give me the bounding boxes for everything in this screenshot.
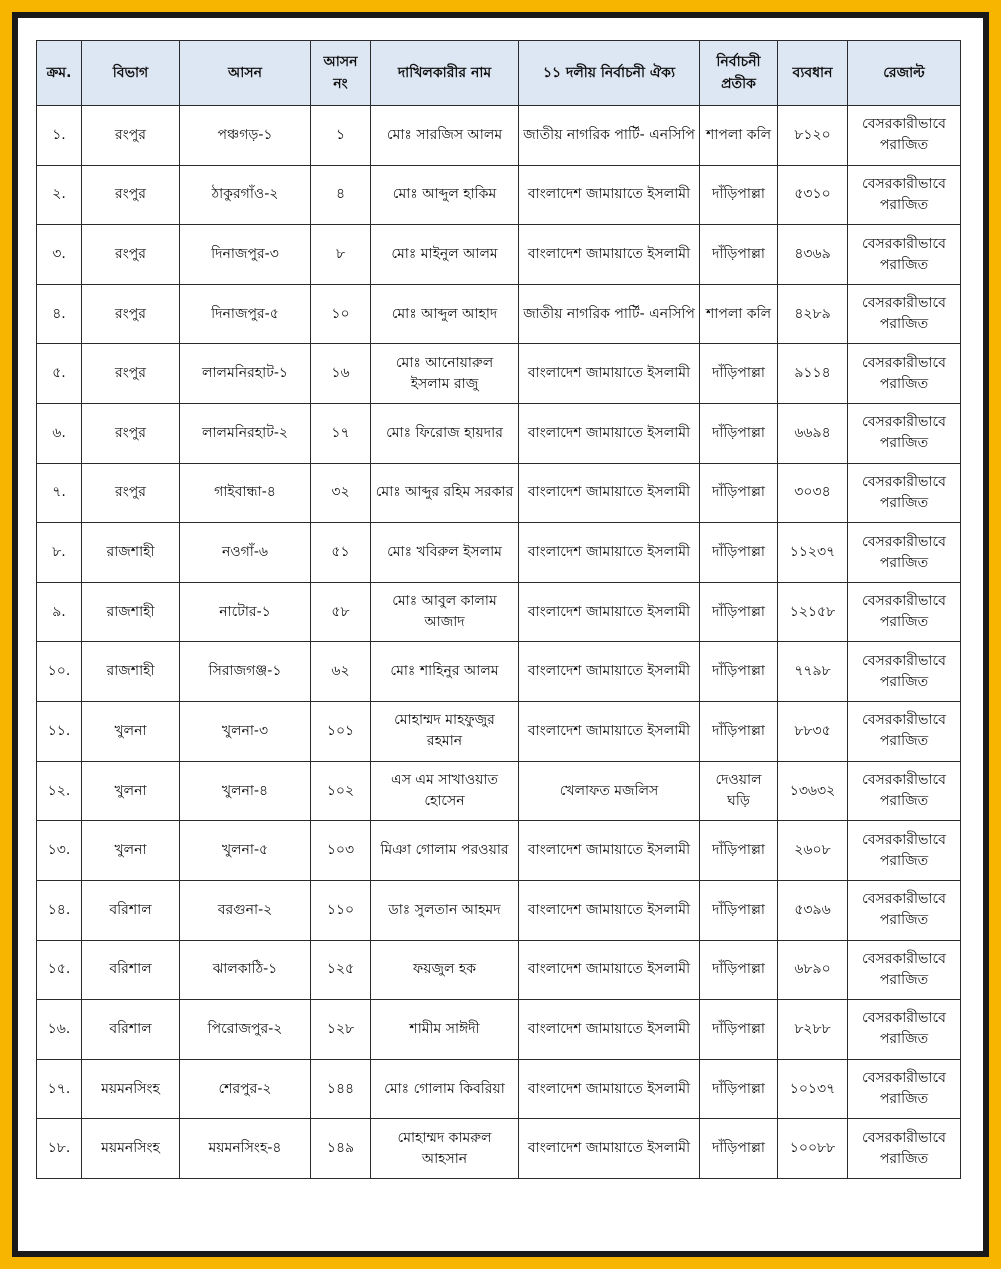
alliance-cell: জাতীয় নাগরিক পার্টি- এনসিপি <box>519 106 700 166</box>
header-alliance: ১১ দলীয় নির্বাচনী ঐক্য <box>519 41 700 106</box>
division-cell: রংপুর <box>82 344 180 404</box>
margin-cell: ১৩৬৩২ <box>778 761 848 821</box>
result-cell: বেসরকারীভাবে পরাজিত <box>848 344 961 404</box>
alliance-cell: বাংলাদেশ জামায়াতে ইসলামী <box>519 523 700 583</box>
header-serial: ক্রম. <box>37 41 82 106</box>
seat-no-cell: ১০২ <box>311 761 371 821</box>
seat-cell: দিনাজপুর-৫ <box>180 284 311 344</box>
seat-no-cell: ১৭ <box>311 404 371 464</box>
serial-cell: ১৫. <box>37 940 82 1000</box>
seat-no-cell: ১১০ <box>311 880 371 940</box>
serial-cell: ৮. <box>37 523 82 583</box>
seat-cell: নাটোর-১ <box>180 582 311 642</box>
alliance-cell: বাংলাদেশ জামায়াতে ইসলামী <box>519 582 700 642</box>
symbol-cell: দাঁড়িপাল্লা <box>700 582 778 642</box>
division-cell: বরিশাল <box>82 940 180 1000</box>
alliance-cell: বাংলাদেশ জামায়াতে ইসলামী <box>519 940 700 1000</box>
alliance-cell: বাংলাদেশ জামায়াতে ইসলামী <box>519 880 700 940</box>
alliance-cell: বাংলাদেশ জামায়াতে ইসলামী <box>519 463 700 523</box>
division-cell: রাজশাহী <box>82 582 180 642</box>
result-cell: বেসরকারীভাবে পরাজিত <box>848 225 961 285</box>
serial-cell: ১১. <box>37 702 82 762</box>
result-cell: বেসরকারীভাবে পরাজিত <box>848 821 961 881</box>
margin-cell: ১০০৮৮ <box>778 1119 848 1179</box>
alliance-cell: বাংলাদেশ জামায়াতে ইসলামী <box>519 404 700 464</box>
result-cell: বেসরকারীভাবে পরাজিত <box>848 761 961 821</box>
alliance-cell: জাতীয় নাগরিক পার্টি- এনসিপি <box>519 284 700 344</box>
seat-cell: নওগাঁ-৬ <box>180 523 311 583</box>
margin-cell: ৮২৮৮ <box>778 1000 848 1060</box>
serial-cell: ১৬. <box>37 1000 82 1060</box>
result-cell: বেসরকারীভাবে পরাজিত <box>848 523 961 583</box>
seat-cell: খুলনা-৪ <box>180 761 311 821</box>
header-margin: ব্যবধান <box>778 41 848 106</box>
seat-no-cell: ৬২ <box>311 642 371 702</box>
serial-cell: ৫. <box>37 344 82 404</box>
symbol-cell: দাঁড়িপাল্লা <box>700 165 778 225</box>
division-cell: রংপুর <box>82 106 180 166</box>
serial-cell: ৪. <box>37 284 82 344</box>
seat-cell: পঞ্চগড়-১ <box>180 106 311 166</box>
name-cell: মোঃ আনোয়ারুল ইসলাম রাজু <box>371 344 519 404</box>
symbol-cell: দাঁড়িপাল্লা <box>700 344 778 404</box>
serial-cell: ৩. <box>37 225 82 285</box>
seat-cell: ঝালকাঠি-১ <box>180 940 311 1000</box>
name-cell: মোঃ খবিরুল ইসলাম <box>371 523 519 583</box>
seat-cell: গাইবান্ধা-৪ <box>180 463 311 523</box>
symbol-cell: দাঁড়িপাল্লা <box>700 642 778 702</box>
seat-no-cell: ১৪৪ <box>311 1059 371 1119</box>
margin-cell: ৫৩১০ <box>778 165 848 225</box>
name-cell: মোঃ মাইনুল আলম <box>371 225 519 285</box>
seat-cell: ময়মনসিংহ-৪ <box>180 1119 311 1179</box>
symbol-cell: দাঁড়িপাল্লা <box>700 404 778 464</box>
alliance-cell: বাংলাদেশ জামায়াতে ইসলামী <box>519 1059 700 1119</box>
table-row <box>37 165 961 225</box>
serial-cell: ১০. <box>37 642 82 702</box>
symbol-cell: দাঁড়িপাল্লা <box>700 463 778 523</box>
division-cell: রাজশাহী <box>82 642 180 702</box>
alliance-cell: বাংলাদেশ জামায়াতে ইসলামী <box>519 1000 700 1060</box>
result-cell: বেসরকারীভাবে পরাজিত <box>848 1119 961 1179</box>
symbol-cell: দাঁড়িপাল্লা <box>700 880 778 940</box>
serial-cell: ১৪. <box>37 880 82 940</box>
division-cell: বরিশাল <box>82 880 180 940</box>
margin-cell: ১০১৩৭ <box>778 1059 848 1119</box>
seat-cell: দিনাজপুর-৩ <box>180 225 311 285</box>
table-row <box>37 702 961 762</box>
name-cell: ডাঃ সুলতান আহমদ <box>371 880 519 940</box>
serial-cell: ৬. <box>37 404 82 464</box>
name-cell: ফয়জুল হক <box>371 940 519 1000</box>
result-cell: বেসরকারীভাবে পরাজিত <box>848 702 961 762</box>
name-cell: মোঃ সারজিস আলম <box>371 106 519 166</box>
table-row <box>37 761 961 821</box>
serial-cell: ১. <box>37 106 82 166</box>
seat-cell: পিরোজপুর-২ <box>180 1000 311 1060</box>
seat-cell: ঠাকুরগাঁও-২ <box>180 165 311 225</box>
margin-cell: ৮১২০ <box>778 106 848 166</box>
symbol-cell: দাঁড়িপাল্লা <box>700 523 778 583</box>
symbol-cell: দাঁড়িপাল্লা <box>700 940 778 1000</box>
name-cell: মোঃ গোলাম কিবরিয়া <box>371 1059 519 1119</box>
table-row <box>37 284 961 344</box>
seat-no-cell: ১২৮ <box>311 1000 371 1060</box>
table-row <box>37 1059 961 1119</box>
serial-cell: ১৮. <box>37 1119 82 1179</box>
serial-cell: ১৩. <box>37 821 82 881</box>
division-cell: রংপুর <box>82 463 180 523</box>
table-row <box>37 821 961 881</box>
serial-cell: ২. <box>37 165 82 225</box>
table-row <box>37 1119 961 1179</box>
seat-no-cell: ৫১ <box>311 523 371 583</box>
table-body <box>37 106 961 1179</box>
name-cell: শামীম সাঈদী <box>371 1000 519 1060</box>
seat-no-cell: ৪ <box>311 165 371 225</box>
alliance-cell: বাংলাদেশ জামায়াতে ইসলামী <box>519 344 700 404</box>
table-row <box>37 404 961 464</box>
seat-cell: সিরাজগঞ্জ-১ <box>180 642 311 702</box>
header-seat: আসন <box>180 41 311 106</box>
margin-cell: ৮৮৩৫ <box>778 702 848 762</box>
division-cell: ময়মনসিংহ <box>82 1059 180 1119</box>
alliance-cell: বাংলাদেশ জামায়াতে ইসলামী <box>519 1119 700 1179</box>
table-row <box>37 523 961 583</box>
margin-cell: ১২১৫৮ <box>778 582 848 642</box>
serial-cell: ১৭. <box>37 1059 82 1119</box>
division-cell: খুলনা <box>82 702 180 762</box>
margin-cell: ৬৬৯৪ <box>778 404 848 464</box>
header-division: বিভাগ <box>82 41 180 106</box>
margin-cell: ৯১১৪ <box>778 344 848 404</box>
margin-cell: ৩০৩৪ <box>778 463 848 523</box>
name-cell: মোঃ আবুল কালাম আজাদ <box>371 582 519 642</box>
seat-cell: লালমনিরহাট-২ <box>180 404 311 464</box>
symbol-cell: দাঁড়িপাল্লা <box>700 1059 778 1119</box>
table-row <box>37 582 961 642</box>
division-cell: খুলনা <box>82 821 180 881</box>
division-cell: খুলনা <box>82 761 180 821</box>
seat-cell: বরগুনা-২ <box>180 880 311 940</box>
result-cell: বেসরকারীভাবে পরাজিত <box>848 165 961 225</box>
margin-cell: ১১২৩৭ <box>778 523 848 583</box>
header-seat-no: আসন নং <box>311 41 371 106</box>
symbol-cell: দাঁড়িপাল্লা <box>700 702 778 762</box>
name-cell: মোঃ আব্দুল আহাদ <box>371 284 519 344</box>
seat-no-cell: ৩২ <box>311 463 371 523</box>
name-cell: এস এম সাখাওয়াত হোসেন <box>371 761 519 821</box>
margin-cell: ৪২৮৯ <box>778 284 848 344</box>
symbol-cell: দাঁড়িপাল্লা <box>700 821 778 881</box>
margin-cell: ৭৭৯৮ <box>778 642 848 702</box>
result-cell: বেসরকারীভাবে পরাজিত <box>848 940 961 1000</box>
result-cell: বেসরকারীভাবে পরাজিত <box>848 463 961 523</box>
table-row <box>37 344 961 404</box>
seat-no-cell: ১০৩ <box>311 821 371 881</box>
alliance-cell: বাংলাদেশ জামায়াতে ইসলামী <box>519 821 700 881</box>
seat-no-cell: ১০ <box>311 284 371 344</box>
result-cell: বেসরকারীভাবে পরাজিত <box>848 582 961 642</box>
division-cell: রংপুর <box>82 225 180 285</box>
seat-no-cell: ১০১ <box>311 702 371 762</box>
table-row <box>37 1000 961 1060</box>
name-cell: মোঃ ফিরোজ হায়দার <box>371 404 519 464</box>
result-cell: বেসরকারীভাবে পরাজিত <box>848 284 961 344</box>
result-cell: বেসরকারীভাবে পরাজিত <box>848 642 961 702</box>
result-cell: বেসরকারীভাবে পরাজিত <box>848 880 961 940</box>
alliance-cell: বাংলাদেশ জামায়াতে ইসলামী <box>519 165 700 225</box>
name-cell: মোঃ আব্দুল হাকিম <box>371 165 519 225</box>
alliance-cell: বাংলাদেশ জামায়াতে ইসলামী <box>519 225 700 285</box>
division-cell: রাজশাহী <box>82 523 180 583</box>
seat-no-cell: ১৬ <box>311 344 371 404</box>
symbol-cell: শাপলা কলি <box>700 284 778 344</box>
result-cell: বেসরকারীভাবে পরাজিত <box>848 106 961 166</box>
division-cell: ময়মনসিংহ <box>82 1119 180 1179</box>
seat-cell: খুলনা-৫ <box>180 821 311 881</box>
seat-cell: শেরপুর-২ <box>180 1059 311 1119</box>
result-cell: বেসরকারীভাবে পরাজিত <box>848 1000 961 1060</box>
symbol-cell: দাঁড়িপাল্লা <box>700 1000 778 1060</box>
name-cell: মোহাম্মদ কামরুল আহসান <box>371 1119 519 1179</box>
margin-cell: ২৬০৮ <box>778 821 848 881</box>
serial-cell: ৯. <box>37 582 82 642</box>
alliance-cell: বাংলাদেশ জামায়াতে ইসলামী <box>519 702 700 762</box>
symbol-cell: দাঁড়িপাল্লা <box>700 225 778 285</box>
seat-no-cell: ৮ <box>311 225 371 285</box>
seat-no-cell: ১৪৯ <box>311 1119 371 1179</box>
symbol-cell: দেওয়াল ঘড়ি <box>700 761 778 821</box>
header-result: রেজাল্ট <box>848 41 961 106</box>
seat-cell: লালমনিরহাট-১ <box>180 344 311 404</box>
margin-cell: ৫৩৯৬ <box>778 880 848 940</box>
result-cell: বেসরকারীভাবে পরাজিত <box>848 404 961 464</box>
table-row <box>37 940 961 1000</box>
table-row <box>37 463 961 523</box>
name-cell: মোঃ শাহিনুর আলম <box>371 642 519 702</box>
document-page <box>18 18 983 1251</box>
header-candidate: দাখিলকারীর নাম <box>371 41 519 106</box>
table-header-row <box>37 41 961 106</box>
table-row <box>37 642 961 702</box>
seat-cell: খুলনা-৩ <box>180 702 311 762</box>
serial-cell: ৭. <box>37 463 82 523</box>
name-cell: মোহাম্মদ মাহফুজুর রহমান <box>371 702 519 762</box>
alliance-cell: খেলাফত মজলিস <box>519 761 700 821</box>
margin-cell: ৬৮৯০ <box>778 940 848 1000</box>
name-cell: মিঞা গোলাম পরওয়ার <box>371 821 519 881</box>
alliance-cell: বাংলাদেশ জামায়াতে ইসলামী <box>519 642 700 702</box>
header-symbol: নির্বাচনী প্রতীক <box>700 41 778 106</box>
symbol-cell: শাপলা কলি <box>700 106 778 166</box>
results-table <box>36 40 961 1179</box>
table-row <box>37 880 961 940</box>
seat-no-cell: ১২৫ <box>311 940 371 1000</box>
table-row <box>37 225 961 285</box>
seat-no-cell: ১ <box>311 106 371 166</box>
name-cell: মোঃ আব্দুর রহিম সরকার <box>371 463 519 523</box>
result-cell: বেসরকারীভাবে পরাজিত <box>848 1059 961 1119</box>
table-row <box>37 106 961 166</box>
division-cell: রংপুর <box>82 404 180 464</box>
division-cell: রংপুর <box>82 284 180 344</box>
division-cell: বরিশাল <box>82 1000 180 1060</box>
margin-cell: ৪৩৬৯ <box>778 225 848 285</box>
symbol-cell: দাঁড়িপাল্লা <box>700 1119 778 1179</box>
serial-cell: ১২. <box>37 761 82 821</box>
division-cell: রংপুর <box>82 165 180 225</box>
seat-no-cell: ৫৮ <box>311 582 371 642</box>
